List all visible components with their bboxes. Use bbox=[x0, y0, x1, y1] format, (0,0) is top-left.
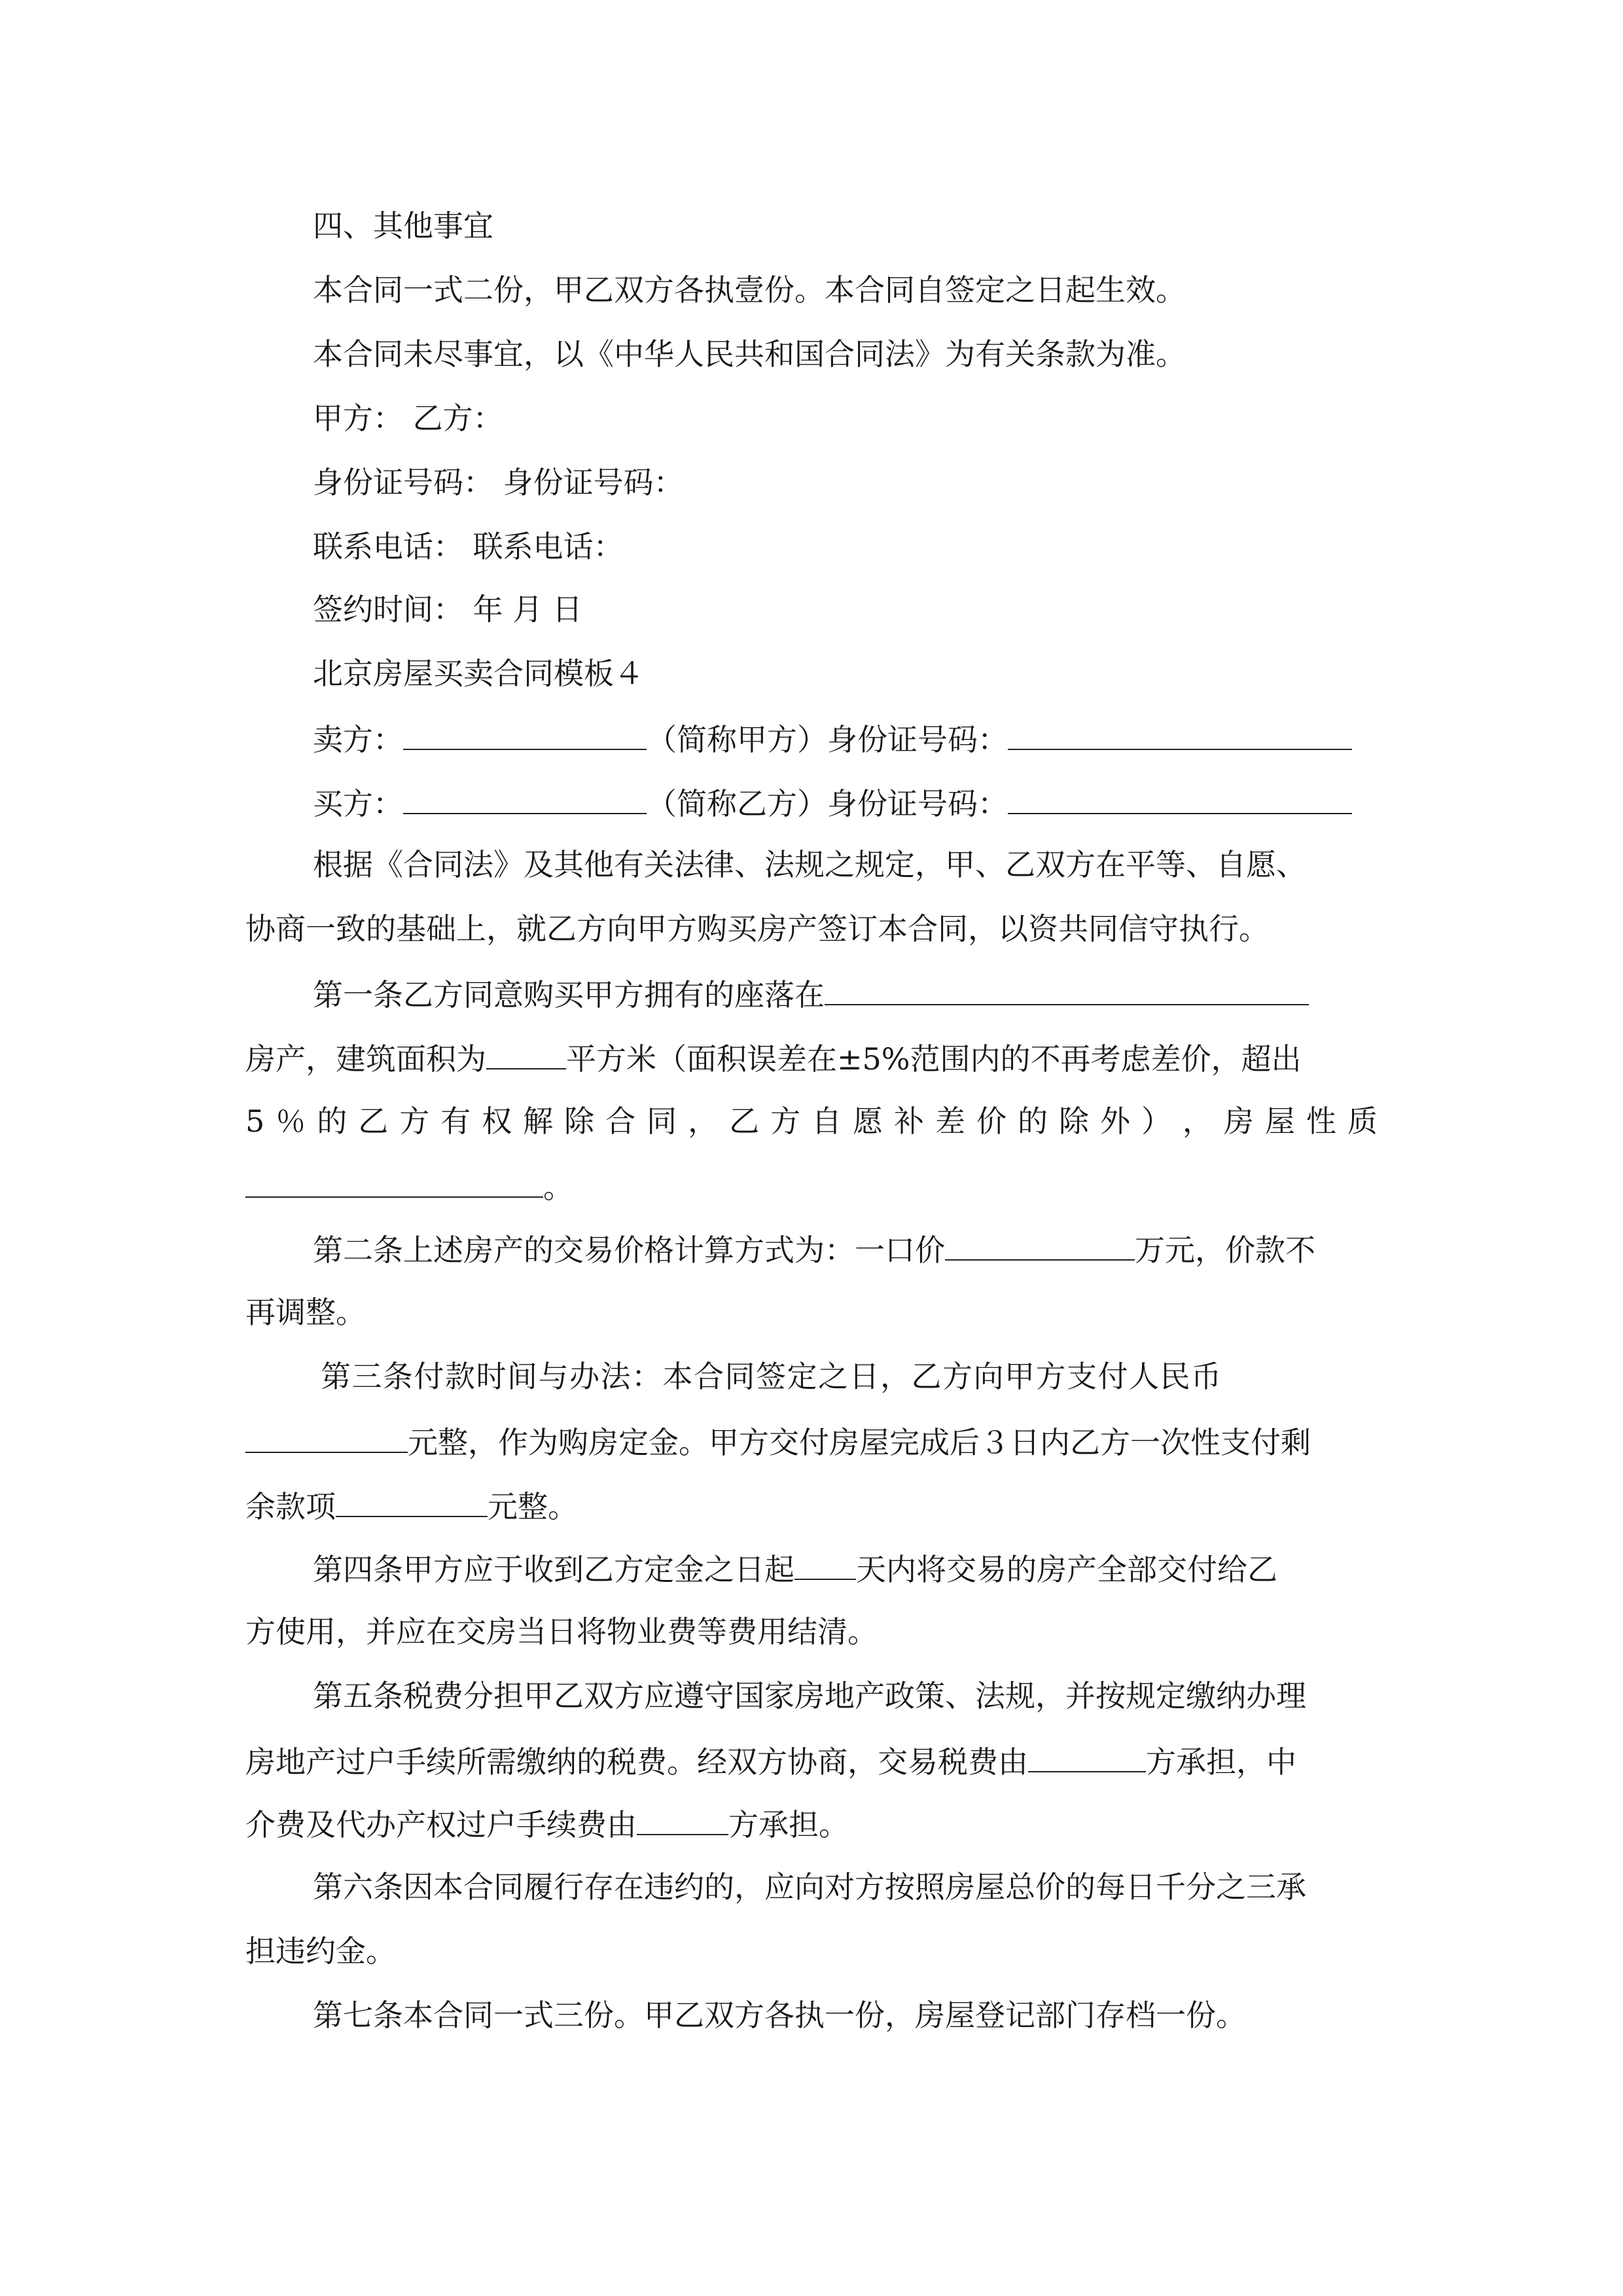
article-5-text: 方承担，中 bbox=[1146, 1744, 1296, 1780]
article-1-text: 房产，建筑面积为 bbox=[245, 1041, 486, 1077]
property-location-blank bbox=[825, 978, 1309, 1005]
justified-char: 除 bbox=[1058, 1103, 1089, 1139]
article-2 bbox=[313, 1232, 1315, 1268]
buyer-line bbox=[313, 787, 1352, 819]
justified-char: ， bbox=[1182, 1103, 1213, 1139]
article-1 bbox=[313, 977, 1309, 1013]
justified-char: ％ bbox=[276, 1103, 306, 1139]
article-4-text: 第四条甲方应于收到乙方定金之日起 bbox=[313, 1552, 794, 1587]
article-5-end bbox=[245, 1808, 849, 1840]
justified-char: 愿 bbox=[853, 1103, 883, 1139]
article-5-text: 介费及代办产权过户手续费由 bbox=[245, 1807, 637, 1842]
justified-char: ， bbox=[688, 1103, 719, 1139]
deposit-blank bbox=[245, 1426, 408, 1453]
price-blank bbox=[945, 1233, 1135, 1261]
justified-char: 同 bbox=[647, 1103, 677, 1139]
property-nature-blank bbox=[245, 1170, 543, 1198]
intro-paragraph: 根据《合同法》及其他有关法律、法规之规定，甲、乙双方在平等、自愿、 bbox=[313, 847, 1306, 882]
article-2-cont: 再调整。 bbox=[245, 1295, 366, 1330]
justified-char: 自 bbox=[812, 1103, 842, 1139]
article-6-cont: 担违约金。 bbox=[245, 1933, 396, 1969]
article-4 bbox=[313, 1552, 1277, 1585]
article-6: 第六条因本合同履行存在违约的，应向对方按照房屋总价的每日千分之三承 bbox=[313, 1869, 1306, 1905]
buyer-label: 买方： bbox=[313, 786, 403, 821]
section-heading: 四、其他事宜 bbox=[313, 208, 493, 243]
article-4-cont: 方使用，并应在交房当日将物业费等费用结清。 bbox=[245, 1614, 878, 1649]
article-3-text: 元整，作为购房定金。甲方交付房屋完成后３日内乙方一次性支付剩 bbox=[408, 1425, 1311, 1460]
phone-line: 联系电话： 联系电话： bbox=[313, 529, 624, 564]
fee-party-blank bbox=[637, 1808, 728, 1835]
article-3-text: 余款项 bbox=[245, 1489, 336, 1524]
justified-char: 有 bbox=[440, 1103, 471, 1139]
justified-char: 价 bbox=[976, 1103, 1007, 1139]
article-1-text: 。 bbox=[543, 1170, 573, 1205]
justified-char: 方 bbox=[770, 1103, 801, 1139]
paragraph: 本合同未尽事宜，以《中华人民共和国合同法》为有关条款为准。 bbox=[313, 336, 1186, 372]
article-3: 第三条付款时间与办法：本合同签定之日，乙方向甲方支付人民币 bbox=[321, 1359, 1222, 1394]
seller-id-label: （简称甲方）身份证号码： bbox=[647, 722, 1008, 757]
article-1-end bbox=[245, 1170, 573, 1205]
party-line: 甲方： 乙方： bbox=[313, 401, 503, 436]
justified-char: 的 bbox=[317, 1103, 348, 1139]
justified-char: 权 bbox=[482, 1103, 512, 1139]
buyer-name-blank bbox=[403, 787, 647, 814]
signing-date-line: 签约时间： 年 月 日 bbox=[313, 592, 582, 627]
article-5-text: 方承担。 bbox=[728, 1807, 849, 1842]
seller-label: 卖方： bbox=[313, 722, 403, 757]
id-number-line: 身份证号码： 身份证号码： bbox=[313, 465, 684, 500]
justified-char: 房 bbox=[1223, 1103, 1254, 1139]
justified-char: 外 bbox=[1099, 1103, 1130, 1139]
article-3-cont bbox=[245, 1426, 1311, 1458]
justified-char: 解 bbox=[523, 1103, 554, 1139]
template-title: 北京房屋买卖合同模板４ bbox=[313, 656, 644, 691]
article-1-text: 平方米（面积误差在±5%范围内的不再考虑差价，超出 bbox=[566, 1041, 1302, 1077]
justified-char: ） bbox=[1141, 1103, 1171, 1139]
justified-char: 合 bbox=[605, 1103, 636, 1139]
justified-char: 屋 bbox=[1264, 1103, 1295, 1139]
justified-char: 除 bbox=[564, 1103, 595, 1139]
justified-char: 乙 bbox=[729, 1103, 760, 1139]
justified-char: 方 bbox=[399, 1103, 430, 1139]
article-1-cont-justified bbox=[245, 1103, 1378, 1139]
justified-char: 乙 bbox=[358, 1103, 389, 1139]
justified-char: 差 bbox=[935, 1103, 966, 1139]
article-2-text: 第二条上述房产的交易价格计算方式为：一口价 bbox=[313, 1232, 945, 1268]
buyer-id-blank bbox=[1008, 787, 1352, 814]
tax-party-blank bbox=[1028, 1745, 1146, 1772]
article-5: 第五条税费分担甲乙双方应遵守国家房地产政策、法规，并按规定缴纳办理 bbox=[313, 1678, 1306, 1713]
article-3-text: 元整。 bbox=[488, 1489, 578, 1524]
article-4-text: 天内将交易的房产全部交付给乙 bbox=[856, 1552, 1277, 1587]
justified-char: 的 bbox=[1017, 1103, 1048, 1139]
justified-char: 性 bbox=[1306, 1103, 1336, 1139]
seller-name-blank bbox=[403, 723, 647, 750]
article-1-text: 第一条乙方同意购买甲方拥有的座落在 bbox=[313, 977, 825, 1013]
area-blank bbox=[486, 1042, 566, 1069]
seller-line bbox=[313, 723, 1352, 755]
balance-blank bbox=[336, 1490, 488, 1517]
days-blank bbox=[794, 1552, 856, 1580]
seller-id-blank bbox=[1008, 723, 1352, 750]
article-5-text: 房地产过户手续所需缴纳的税费。经双方协商，交易税费由 bbox=[245, 1744, 1028, 1780]
paragraph: 本合同一式二份，甲乙双方各执壹份。本合同自签定之日起生效。 bbox=[313, 272, 1186, 308]
intro-paragraph-cont: 协商一致的基础上，就乙方向甲方购买房产签订本合同，以资共同信守执行。 bbox=[245, 911, 1269, 946]
buyer-id-label: （简称乙方）身份证号码： bbox=[647, 786, 1008, 821]
article-1-cont bbox=[245, 1041, 1302, 1077]
article-3-end bbox=[245, 1490, 578, 1522]
justified-char: 5 bbox=[245, 1103, 265, 1139]
article-7: 第七条本合同一式三份。甲乙双方各执一份，房屋登记部门存档一份。 bbox=[313, 1998, 1246, 2033]
justified-char: 补 bbox=[894, 1103, 925, 1139]
article-2-text: 万元，价款不 bbox=[1135, 1232, 1315, 1268]
article-5-cont bbox=[245, 1744, 1296, 1780]
justified-char: 质 bbox=[1347, 1103, 1378, 1139]
